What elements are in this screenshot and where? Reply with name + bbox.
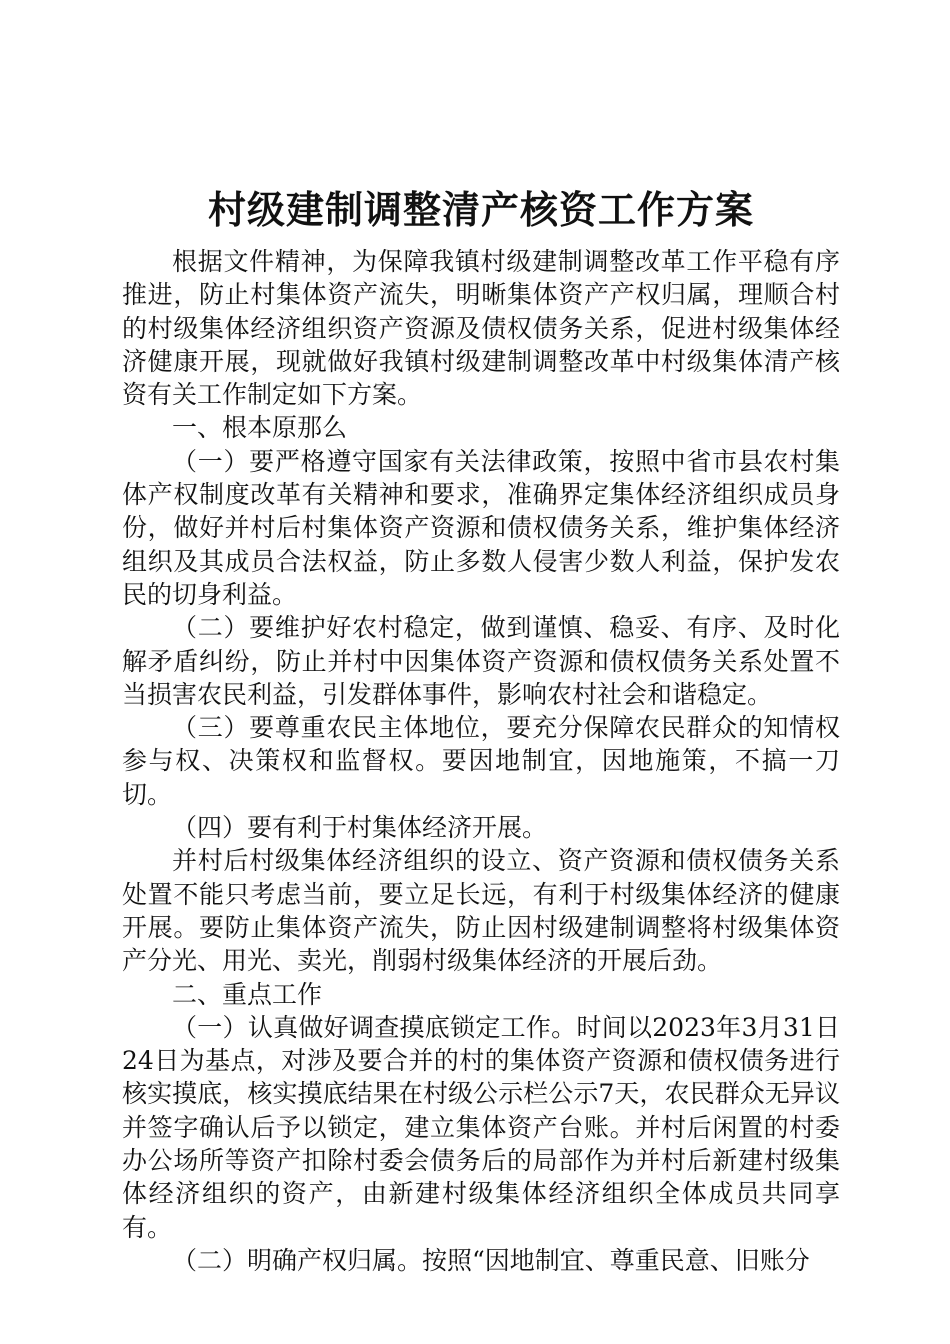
- principle-item-3: （三）要尊重农民主体地位，要充分保障农民群众的知情权参与权、决策权和监督权。要因地制宜，因地施策，不搞一刀切。: [122, 713, 840, 809]
- principle-item-1: （一）要严格遵守国家有关法律政策，按照中省市县农村集体产权制度改革有关精神和要求，准确界定集体经济组织成员身份，做好并村后村集体资产资源和债权债务关系，维护集体经济组织及其成员合法权益，防止多数人侵害少数人利益，保护发农民的切身利益。: [122, 446, 840, 609]
- principle-item-4: （四）要有利于村集体经济开展。: [172, 813, 548, 843]
- section-heading-principles: 一、根本原那么: [172, 413, 348, 443]
- key-work-item-2: （二）明确产权归属。按照“因地制宜、尊重民意、旧账分: [172, 1245, 810, 1275]
- intro-paragraph: 根据文件精神，为保障我镇村级建制调整改革工作平稳有序推进，防止村集体资产流失，明晰集体资产产权归属，理顺合村的村级集体经济组织资产资源及债权债务关系，促进村级集体经济健康开展，现就做好我镇村级建制调整改革中村级集体清产核资有关工作制定如下方案。: [122, 247, 840, 410]
- principle-item-2: （二）要维护好农村稳定，做到谨慎、稳妥、有序、及时化解矛盾纠纷，防止并村中因集体资产资源和债权债务关系处置不当损害农民利益，引发群体事件，影响农村社会和谐稳定。: [122, 613, 840, 709]
- key-work-item-1: （一）认真做好调查摸底锁定工作。时间以2023年3月31日24日为基点，对涉及要合并的村的集体资产资源和债权债务进行核实摸底，核实摸底结果在村级公示栏公示7天，农民群众无异议并签字确认后予以锁定，建立集体资产台账。并村后闲置的村委办公场所等资产扣除村委会债务后的局部作为并村后新建村级集体经济组织的资产，由新建村级集体经济组织全体成员共同享有。: [122, 1012, 840, 1242]
- principle-item-4-detail: 并村后村级集体经济组织的设立、资产资源和债权债务关系处置不能只考虑当前，要立足长远，有利于村级集体经济的健康开展。要防止集体资产流失，防止因村级建制调整将村级集体资产分光、用光、卖光，削弱村级集体经济的开展后劲。: [122, 846, 840, 976]
- document-title: 村级建制调整清产核资工作方案: [207, 187, 754, 232]
- section-heading-key-work: 二、重点工作: [172, 979, 323, 1009]
